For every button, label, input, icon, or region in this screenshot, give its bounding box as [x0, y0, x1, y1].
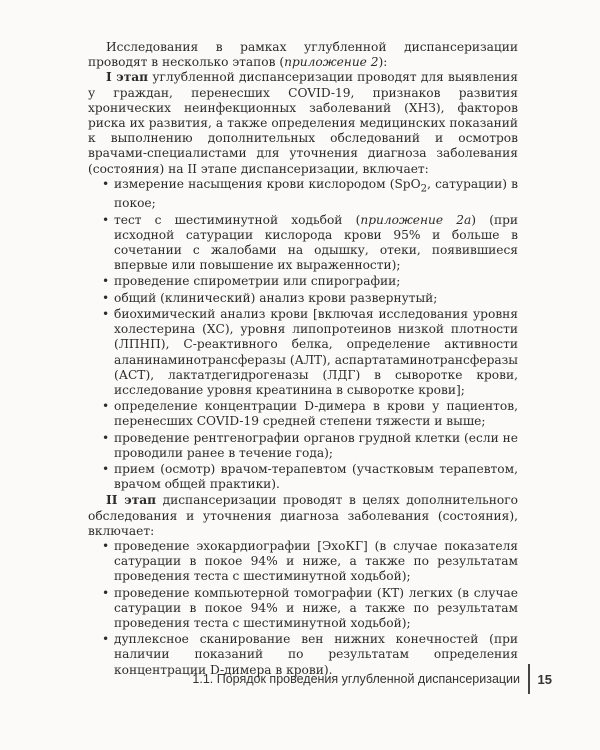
appendix-ref: приложение 2: [284, 55, 379, 70]
footer-divider: [528, 664, 530, 694]
intro-paragraph: Исследования в рамках углубленной диспансеризации проводят в несколько этапов (приложение 2):: [88, 40, 518, 70]
list-item: • проведение эхокардиографии [ЭхоКГ] (в случае показателя сатурации в покое 94% и ниже, а также по результатам проведения теста с шестиминутной ходьбой);: [88, 539, 518, 585]
list-item: • биохимический анализ крови [включая исследования уровня холестерина (ХС), уровня липопротеинов низкой плотности (ЛПНП), С-реактивного белка, определение активности аланинаминотрансферазы (АЛТ), аспартатаминотрансферазы (АСТ), лактатдегидрогеназы (ЛДГ) в сыворотке крови, исследование уровня креатинина в сыворотке крови];: [88, 307, 518, 398]
list-item: • измерение насыщения крови кислородом (SpO$_2$, сатурации) в покое;: [88, 177, 518, 212]
stage1-paragraph: I этап углубленной диспансеризации проводят для выявления у граждан, перенесших COVID-19, признаков развития хронических неинфекционных заболеваний (ХНЗ), факторов риска их развития, а также определения медицинских показаний к выполнению дополнительных обследований и осмотров врачами-специалистами для уточнения диагноза заболевания (состояния) на II этапе диспансеризации, включает:: [88, 70, 518, 176]
page-content: [88, 40, 518, 679]
list-item: • общий (клинический) анализ крови развернутый;: [88, 291, 518, 306]
list-item: • проведение компьютерной томографии (КТ) легких (в случае сатурации в покое 94% и ниже, а также по результатам проведения теста с шестиминутной ходьбой);: [88, 586, 518, 632]
list-item: • проведение спирометрии или спирографии;: [88, 274, 518, 289]
stage2-list: [88, 539, 518, 678]
page-footer: [192, 664, 552, 694]
page-number: 15: [537, 671, 552, 687]
list-item: • прием (осмотр) врачом-терапевтом (участковым терапевтом, врачом общей практики).: [88, 462, 518, 492]
list-item: • дуплексное сканирование вен нижних конечностей (при наличии показаний по результатам определения концентрации D-димера в крови).: [88, 632, 518, 678]
list-item: • проведение рентгенографии органов грудной клетки (если не проводили ранее в течение года);: [88, 431, 518, 461]
stage2-paragraph: II этап диспансеризации проводят в целях дополнительного обследования и уточнения диагноза заболевания (состояния), включает:: [88, 493, 518, 538]
stage1-label: I этап: [106, 70, 149, 85]
running-head: 1.1. Порядок проведения углубленной диспансеризации: [192, 672, 521, 686]
list-item: • тест с шестиминутной ходьбой (приложение 2а) (при исходной сатурации кислорода крови 95% и больше в сочетании с жалобами на одышку, отеки, появившиеся впервые или повышение их выраженности);: [88, 213, 518, 274]
list-item: • определение концентрации D-димера в крови у пациентов, перенесших COVID-19 средней степени тяжести и выше;: [88, 399, 518, 429]
stage2-label: II этап: [106, 493, 157, 508]
stage1-list: [88, 177, 518, 493]
